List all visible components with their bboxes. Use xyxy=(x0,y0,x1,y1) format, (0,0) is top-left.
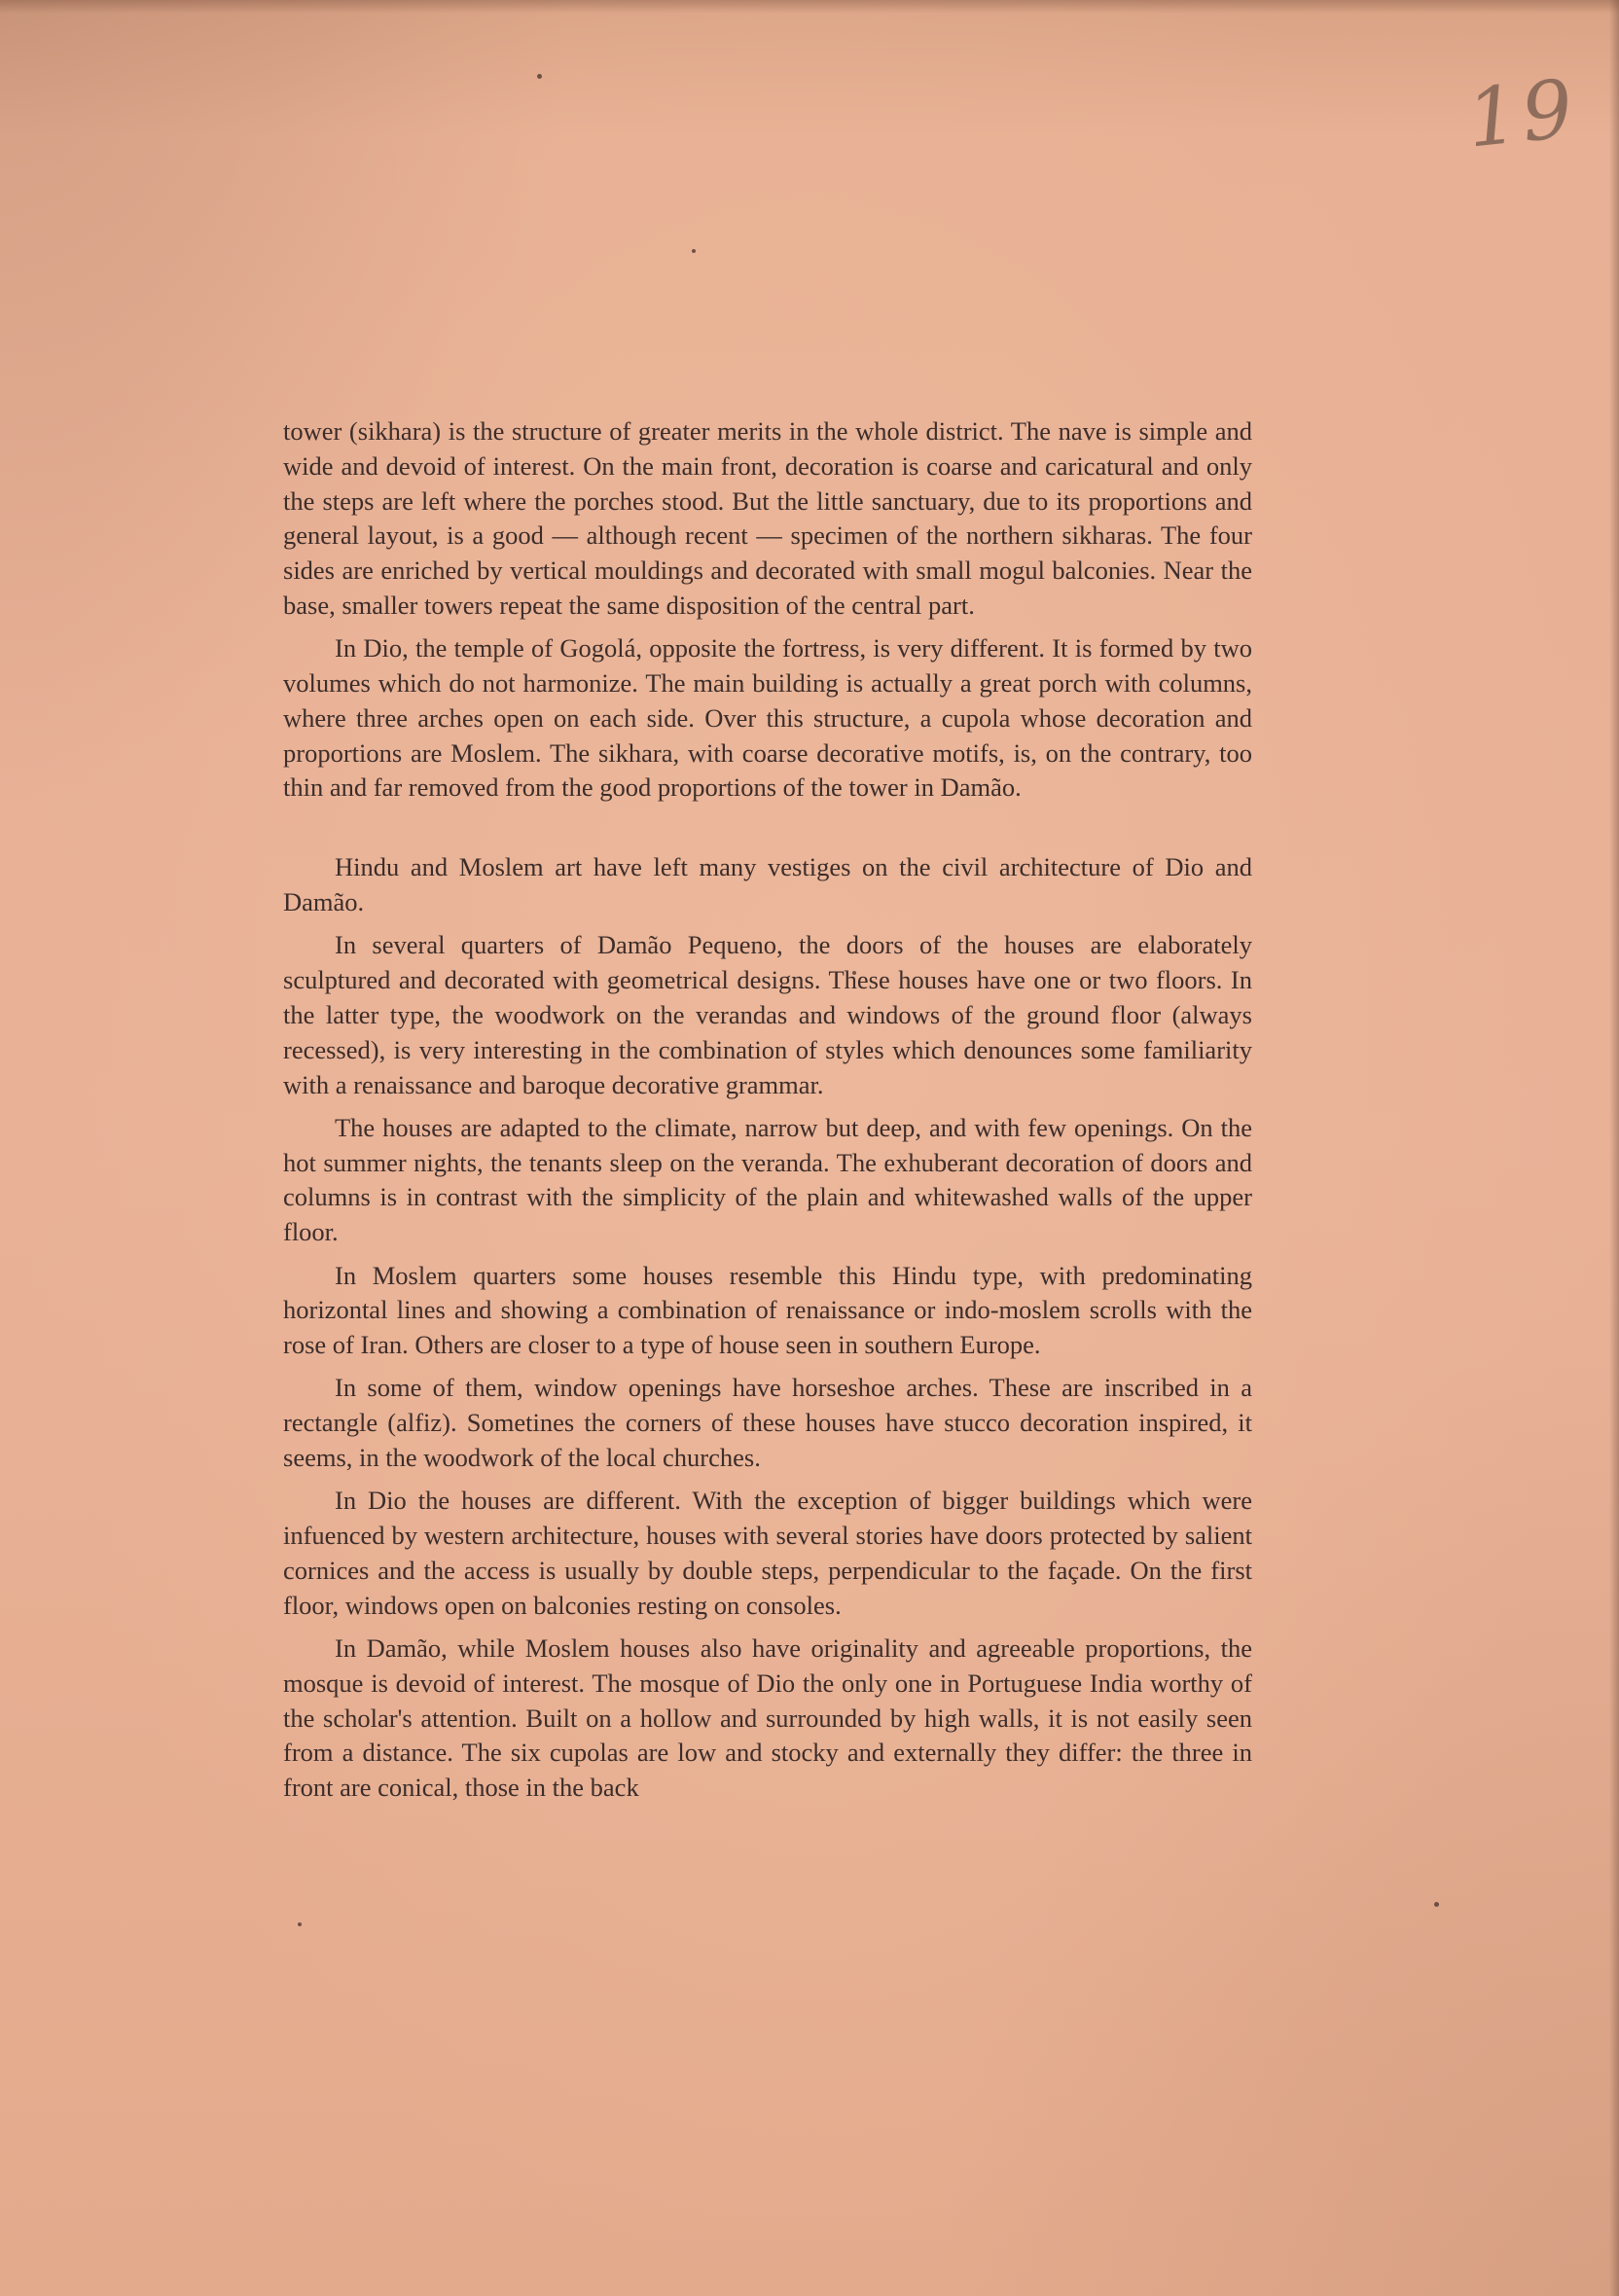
paragraph: Hindu and Moslem art have left many vestiges on the civil architecture of Dio and Damão. xyxy=(283,852,1252,917)
page-top-edge xyxy=(0,0,1619,14)
paper-speck xyxy=(1434,1902,1439,1907)
paper-speck xyxy=(298,1922,302,1926)
paragraph: The houses are adapted to the climate, narrow but deep, and with few openings. On the hot summer nights, the tenants sleep on the veranda. The exhuberant decoration of doors and columns is in contrast with the simplicity of the plain and whitewashed walls of the upper floor. xyxy=(283,1112,1252,1247)
paragraph: In several quarters of Damão Pequeno, the doors of the houses are elaborately sculptured and decorated with geometrical designs. These houses have one or two floors. In the latter type, the woodwork on the verandas and windows of the ground floor (always recessed), is very interesting in the combination of styles which denounces some familiarity with a renaissance and baroque decorative grammar. xyxy=(283,930,1252,1099)
paragraph: In Moslem quarters some houses resemble this Hindu type, with predominating horizontal lines and showing a combination of renaissance or indo-moslem scrolls with the rose of Iran. Others are closer to a type of house seen in southern Europe. xyxy=(283,1260,1252,1360)
paragraph: In Dio the houses are different. With the exception of bigger buildings which were infuenced by western architecture, houses with several stories have doors protected by salient cornices and the access is usually by double steps, perpendicular to the façade. On the first floor, windows open on balconies resting on consoles. xyxy=(283,1486,1252,1620)
paper-speck xyxy=(692,249,696,253)
body-text xyxy=(283,414,1252,1806)
paragraph: In some of them, window openings have horseshoe arches. These are inscribed in a rectangle (alfiz). Sometines the corners of these houses have stucco decoration inspired, it seems, in the woodwork of the local churches. xyxy=(283,1373,1252,1473)
paper-speck xyxy=(537,74,542,79)
paragraph: In Damão, while Moslem houses also have originality and agreeable proportions, the mosque is devoid of interest. The mosque of Dio the only one in Portuguese India worthy of the scholar's attention. Built on a hollow and surrounded by high walls, it is not easily seen from a distance. The six cupolas are low and stocky and externally they differ: the three in front are conical, those in the back xyxy=(283,1633,1252,1803)
paragraph: In Dio, the temple of Gogolá, opposite the fortress, is very different. It is formed by two volumes which do not harmonize. The main building is actually a great porch with columns, where three arches open on each side. Over this structure, a cupola whose decoration and proportions are Moslem. The sikhara, with coarse decorative motifs, is, on the contrary, too thin and far removed from the good proportions of the tower in Damão. xyxy=(283,633,1252,803)
page-number: 19 xyxy=(1462,62,1582,166)
paragraph: tower (sikhara) is the structure of greater merits in the whole district. The nave is simple and wide and devoid of interest. On the main front, decoration is coarse and caricatural and only the steps are left where the porches stood. But the little sanctuary, due to its proportions and general layout, is a good — although recent — specimen of the northern sikharas. The four sides are enriched by vertical mouldings and decorated with small mogul balconies. Near the base, smaller towers repeat the same disposition of the central part. xyxy=(283,416,1252,620)
page-right-edge xyxy=(1609,0,1619,2296)
